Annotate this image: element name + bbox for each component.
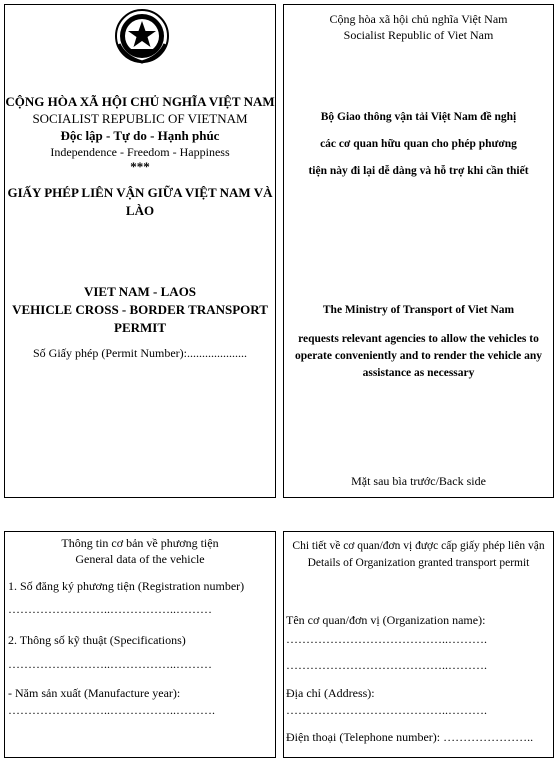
back-header-en: Socialist Republic of Viet Nam bbox=[343, 28, 494, 42]
request-en-line1: requests relevant agencies to allow the vehicles to bbox=[298, 333, 539, 345]
organization-name-label: Tên cơ quan/đơn vị (Organization name): bbox=[286, 613, 486, 627]
vehicle-title-vi: Thông tin cơ bản về phương tiện bbox=[61, 536, 219, 550]
manufacture-year-field: ……………………..……………..………. bbox=[8, 703, 215, 717]
vehicle-data-panel bbox=[4, 531, 276, 758]
permit-title-en-line2: PERMIT bbox=[114, 320, 166, 335]
organization-panel bbox=[283, 531, 554, 758]
organization-name-field-2: …………………………………..………. bbox=[286, 658, 487, 672]
motto-vi: Độc lập - Tự do - Hạnh phúc bbox=[60, 128, 220, 143]
manufacture-year-label: - Năm sản xuất (Manufacture year): bbox=[8, 686, 181, 700]
organization-title-vi: Chi tiết về cơ quan/đơn vị được cấp giấy phép liên vận bbox=[292, 540, 545, 552]
organization-title-en: Details of Organization granted transport permit bbox=[307, 557, 530, 569]
request-vi-line3: tiện này đi lại dễ dàng và hỗ trợ khi cần thiết bbox=[308, 165, 529, 177]
vehicle-title-en: General data of the vehicle bbox=[75, 552, 205, 566]
telephone-field: Điện thoại (Telephone number): ………………….. bbox=[286, 730, 534, 744]
front-cover-panel bbox=[4, 4, 276, 498]
ministry-en: The Ministry of Transport of Viet Nam bbox=[322, 304, 515, 316]
registration-number-field: ……………………..……………..……… bbox=[8, 602, 212, 616]
request-vi-line2: các cơ quan hữu quan cho phép phương bbox=[320, 138, 517, 150]
permit-title-vi-line1: GIẤY PHÉP LIÊN VẬN GIỮA VIỆT NAM VÀ bbox=[7, 185, 273, 200]
request-vi-line1: Bộ Giao thông vận tải Việt Nam đề nghị bbox=[320, 111, 517, 123]
permit-title-vi-line2: LÀO bbox=[125, 203, 155, 218]
republic-name-vi: CỘNG HÒA XÃ HỘI CHỦ NGHĨA VIỆT NAM bbox=[5, 94, 275, 109]
republic-name-en: SOCIALIST REPUBLIC OF VIETNAM bbox=[32, 111, 248, 126]
stars-divider: *** bbox=[130, 159, 150, 174]
address-field: …………………………………..………. bbox=[286, 703, 487, 717]
motto-en: Independence - Freedom - Happiness bbox=[50, 145, 230, 159]
route-title: VIET NAM - LAOS bbox=[83, 284, 197, 299]
registration-number-label: 1. Số đăng ký phương tiện (Registration number) bbox=[8, 579, 245, 593]
permit-number-field: Số Giấy phép (Permit Number):.................... bbox=[33, 346, 247, 360]
address-label: Địa chỉ (Address): bbox=[286, 686, 375, 700]
specifications-label: 2. Thông số kỹ thuật (Specifications) bbox=[8, 633, 186, 647]
back-side-footer: Mặt sau bìa trước/Back side bbox=[351, 474, 486, 488]
request-en-line3: assistance as necessary bbox=[362, 367, 475, 379]
request-en-line2: operate conveniently and to render the vehicle any bbox=[294, 350, 543, 362]
permit-title-en-line1: VEHICLE CROSS - BORDER TRANSPORT bbox=[12, 302, 268, 317]
organization-name-field-1: …………………………………..………. bbox=[286, 632, 487, 646]
back-cover-panel bbox=[283, 4, 554, 498]
specifications-field: ……………………..……………..……… bbox=[8, 657, 212, 671]
national-emblem-icon bbox=[113, 9, 171, 65]
back-header-vi: Cộng hòa xã hội chủ nghĩa Việt Nam bbox=[329, 12, 508, 26]
